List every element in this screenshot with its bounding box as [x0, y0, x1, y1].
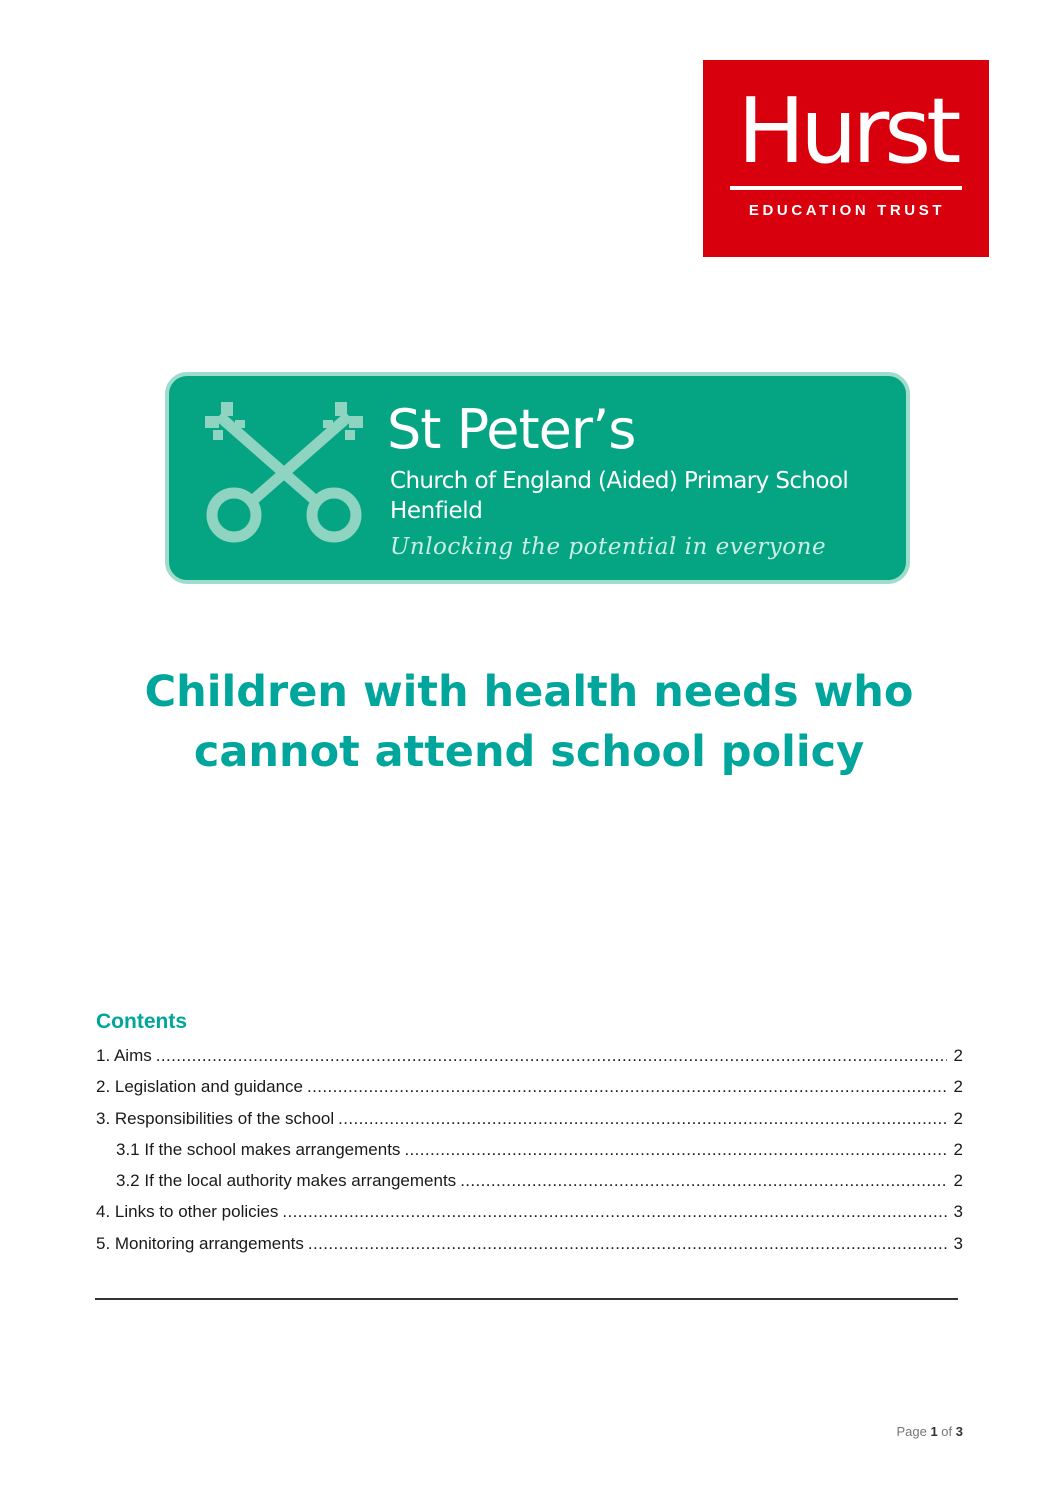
trust-logo-subtitle: EDUCATION TRUST: [748, 202, 946, 219]
contents-heading: Contents: [96, 1010, 187, 1033]
toc-entry-label: 2. Legislation and guidance: [96, 1077, 303, 1097]
toc-leader-dots: [308, 1234, 947, 1254]
toc-entry-page: 2: [953, 1171, 963, 1191]
trust-logo-word: Hurst: [737, 79, 957, 184]
page-footer: [700, 1424, 963, 1439]
toc-entry-aims[interactable]: [96, 1046, 963, 1077]
school-logo-banner: [165, 372, 910, 584]
toc-entry-label: 1. Aims: [96, 1046, 152, 1065]
page-total: 3: [955, 1424, 963, 1439]
toc-entry-label: 3.2 If the local authority makes arrangements: [116, 1171, 457, 1191]
toc-entry-label: 3. Responsibilities of the school: [96, 1108, 335, 1128]
document-title: [60, 662, 998, 782]
school-name: St Peter’s: [387, 398, 636, 461]
toc-entry-local-authority-arrangements[interactable]: [96, 1171, 963, 1202]
page-of: of: [941, 1424, 953, 1439]
toc-leader-dots: [307, 1077, 947, 1097]
document-title-line-1: Children with health needs who: [144, 667, 914, 717]
school-type: Church of England (Aided) Primary School: [390, 468, 849, 494]
hurst-education-trust-logo: [703, 60, 989, 257]
toc-entry-responsibilities[interactable]: [96, 1109, 963, 1140]
page-label: Page: [896, 1424, 927, 1439]
toc-leader-dots: [156, 1046, 947, 1066]
toc-leader-dots: [338, 1109, 947, 1129]
page-current: 1: [930, 1424, 938, 1439]
toc-entry-page: 3: [953, 1202, 963, 1222]
toc-entry-page: 3: [953, 1233, 963, 1253]
toc-entry-page: 2: [953, 1139, 963, 1159]
school-motto: Unlocking the potential in everyone: [390, 534, 827, 560]
school-location: Henfield: [390, 498, 483, 524]
toc-leader-dots: [404, 1140, 947, 1160]
toc-entry-label: 3.1 If the school makes arrangements: [116, 1139, 401, 1159]
toc-entry-page: 2: [953, 1108, 963, 1128]
contents-divider: [95, 1298, 958, 1300]
toc-leader-dots: [460, 1171, 947, 1191]
table-of-contents: [96, 1046, 963, 1265]
toc-entry-page: 2: [953, 1077, 963, 1097]
toc-entry-monitoring[interactable]: [96, 1234, 963, 1265]
toc-entry-links[interactable]: [96, 1202, 963, 1233]
trust-logo-rule: [730, 186, 962, 190]
toc-entry-label: 4. Links to other policies: [96, 1202, 279, 1222]
toc-entry-label: 5. Monitoring arrangements: [96, 1233, 304, 1253]
toc-leader-dots: [282, 1202, 947, 1222]
toc-entry-legislation[interactable]: [96, 1077, 963, 1108]
toc-entry-school-arrangements[interactable]: [96, 1140, 963, 1171]
document-title-line-2: cannot attend school policy: [193, 727, 865, 777]
toc-entry-page: 2: [953, 1046, 963, 1065]
crossed-keys-icon: [199, 394, 369, 554]
